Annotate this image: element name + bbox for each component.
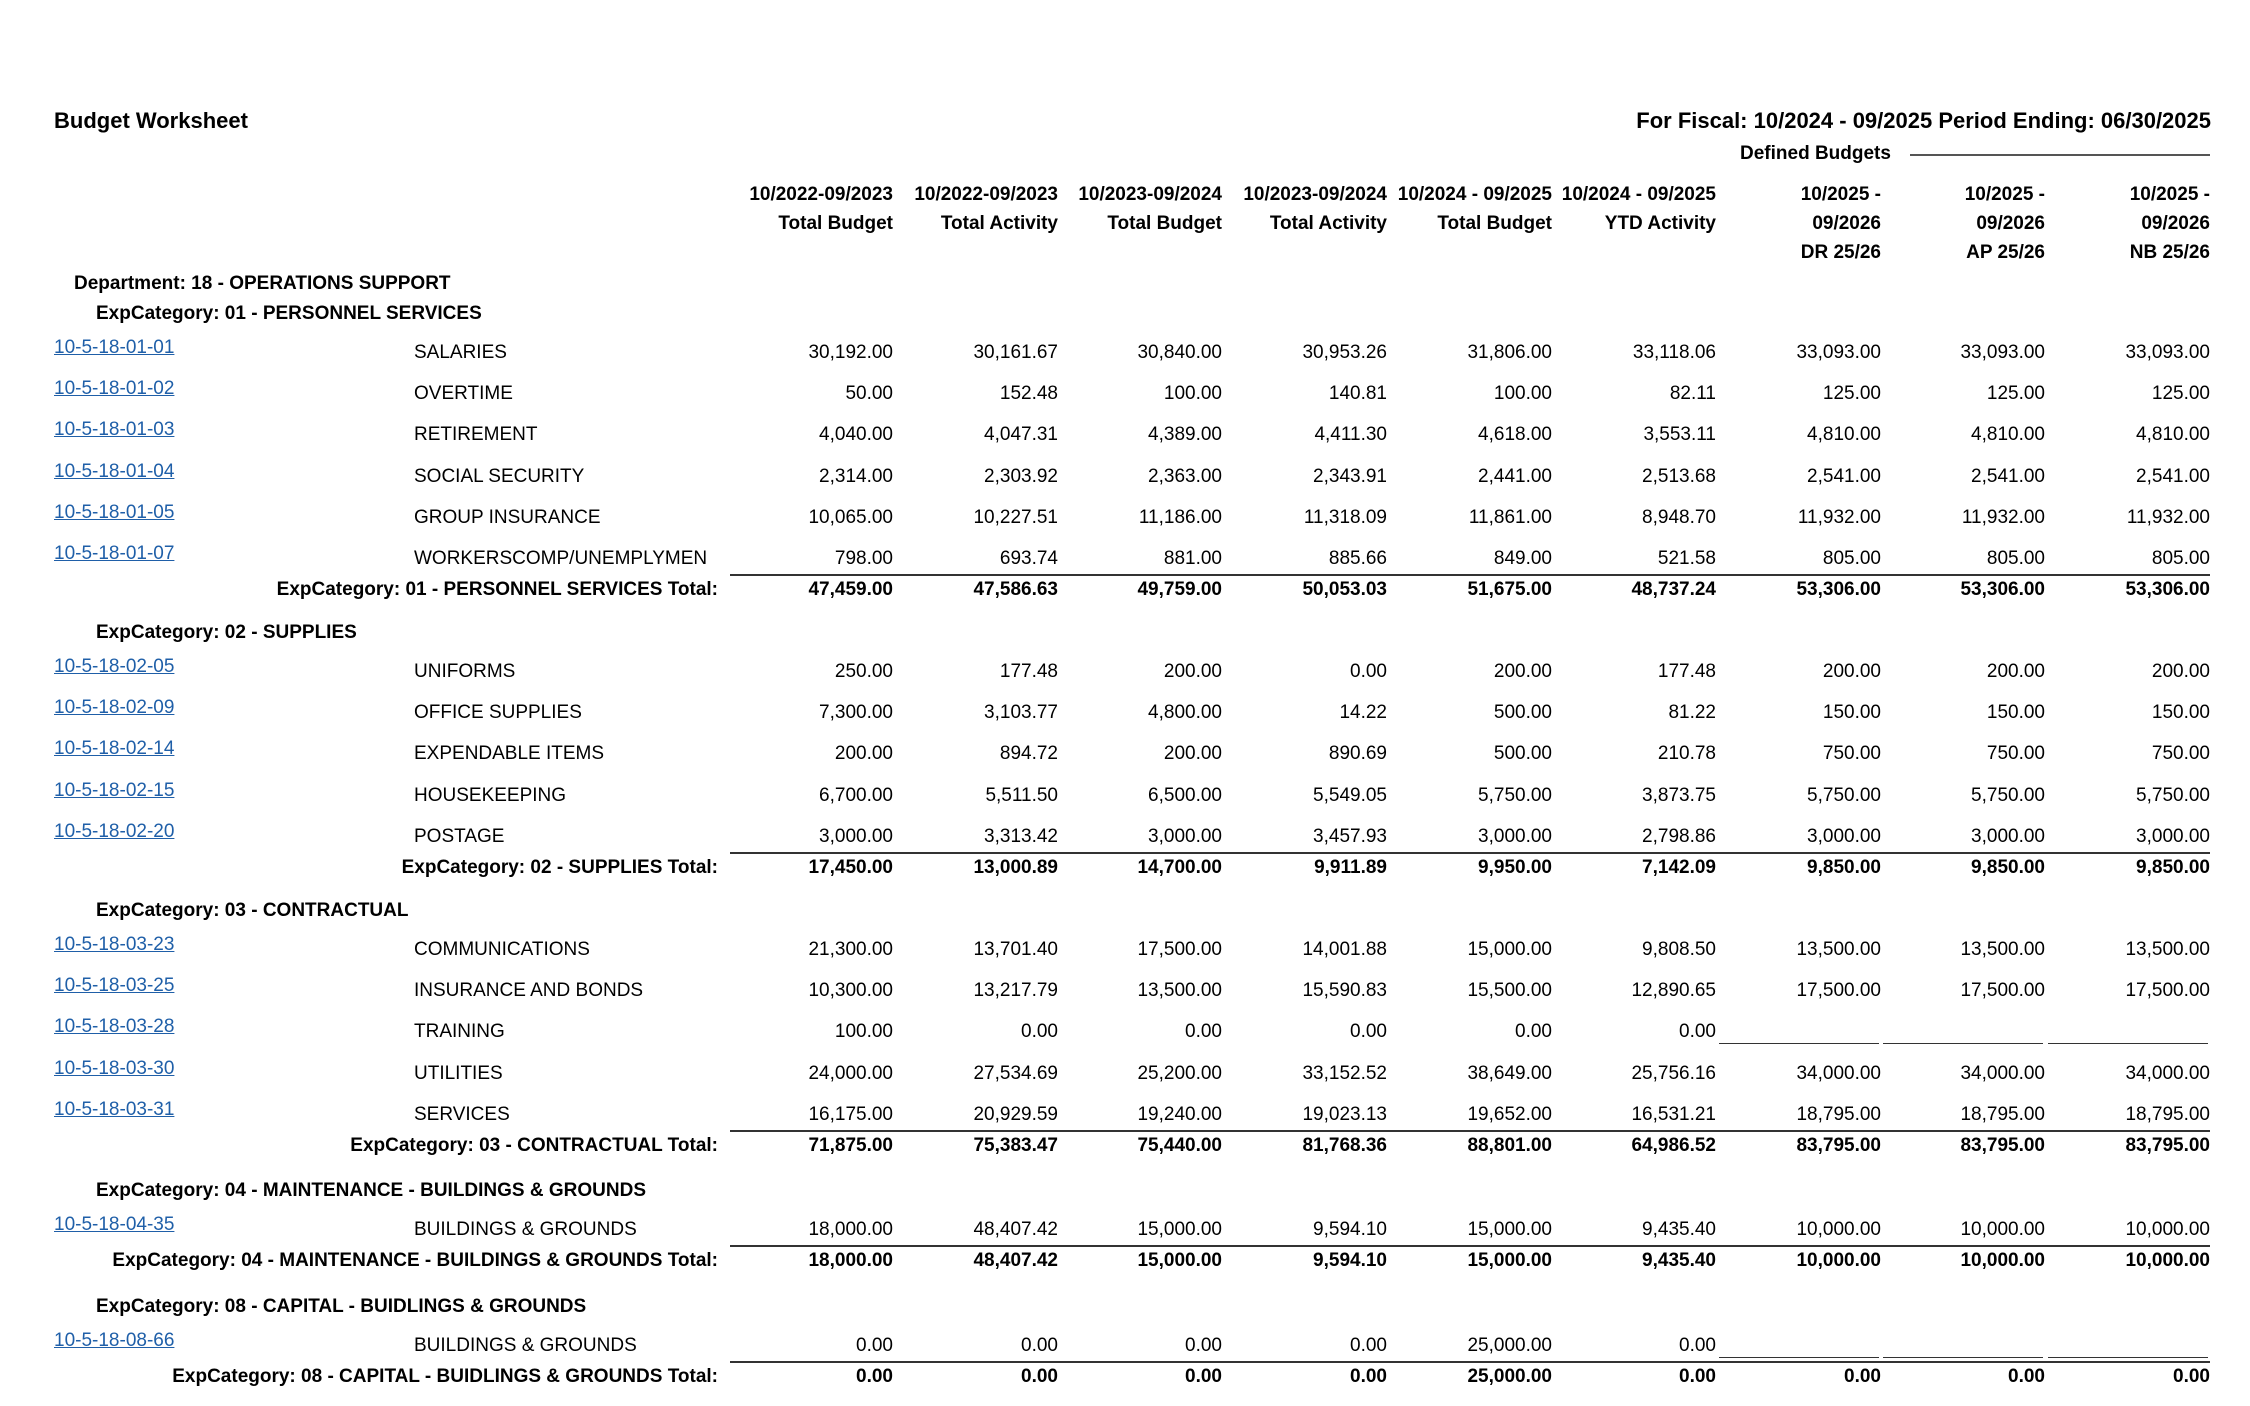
column-header-line: 09/2026	[2141, 213, 2210, 234]
amount-cell: 12,890.65	[1631, 980, 1716, 1002]
amount-cell: 11,318.09	[1303, 506, 1387, 528]
amount-cell: 4,618.00	[1478, 424, 1552, 446]
account-description: SALARIES	[414, 342, 507, 363]
account-description: RETIREMENT	[414, 424, 538, 446]
column-header	[1716, 180, 1881, 267]
column-header	[1551, 180, 1716, 238]
amount-cell: 3,000.00	[1971, 825, 2045, 847]
amount-cell: 5,750.00	[1807, 784, 1881, 806]
amount-cell: 805.00	[2151, 548, 2210, 569]
amount-cell: 15,500.00	[1467, 980, 1552, 1002]
amount-cell: 10,000.00	[1960, 1219, 2045, 1240]
amount-cell: 0.00	[1185, 1335, 1222, 1356]
fiscal-period: For Fiscal: 10/2024 - 09/2025 Period Ending: 06/30/2025	[1636, 108, 2211, 133]
column-header-line: 10/2022-09/2023	[914, 184, 1058, 205]
amount-cell: 33,118.06	[1632, 342, 1716, 363]
category-total-amount: 9,950.00	[1478, 856, 1552, 878]
column-header-line: Total Budget	[1437, 213, 1552, 234]
amount-cell: 0.00	[1350, 661, 1387, 682]
category-total-amount: 64,986.52	[1631, 1134, 1716, 1156]
amount-cell: 150.00	[2151, 702, 2210, 724]
amount-cell: 125.00	[2151, 383, 2210, 405]
total-rule	[730, 1130, 2210, 1132]
amount-cell: 2,314.00	[819, 465, 893, 487]
column-header-line: Total Budget	[1107, 213, 1222, 234]
amount-cell: 3,553.11	[1643, 424, 1716, 446]
amount-cell: 750.00	[2151, 743, 2210, 765]
amount-cell: 17,500.00	[2125, 980, 2210, 1002]
column-header-line: Total Budget	[778, 213, 893, 234]
amount-cell: 750.00	[1822, 743, 1881, 765]
department-heading: Department: 18 - OPERATIONS SUPPORT	[74, 273, 451, 294]
amount-cell: 16,531.21	[1631, 1103, 1716, 1125]
amount-cell: 250.00	[834, 661, 893, 682]
amount-cell: 13,500.00	[1796, 939, 1881, 960]
empty-cell-rule	[1719, 1043, 1879, 1044]
amount-cell: 10,000.00	[1796, 1219, 1881, 1240]
amount-cell: 81.22	[1668, 702, 1716, 724]
category-total-amount: 47,586.63	[973, 579, 1058, 600]
column-header-line: 10/2025 -	[1800, 184, 1881, 205]
account-link[interactable]: 10-5-18-01-02	[54, 378, 175, 400]
amount-cell: 25,756.16	[1631, 1062, 1716, 1084]
category-total-amount: 83,795.00	[2125, 1134, 2210, 1156]
column-header-line: 10/2025 -	[1964, 184, 2045, 205]
category-total-amount: 75,383.47	[973, 1134, 1058, 1156]
category-heading: ExpCategory: 08 - CAPITAL - BUIDLINGS & GROUNDS	[96, 1296, 587, 1317]
amount-cell: 0.00	[1515, 1021, 1552, 1043]
amount-cell: 13,500.00	[2125, 939, 2210, 960]
amount-cell: 4,810.00	[2136, 424, 2210, 446]
amount-cell: 50.00	[845, 383, 893, 405]
amount-cell: 11,932.00	[1797, 506, 1881, 528]
amount-cell: 2,798.86	[1642, 825, 1716, 847]
column-header-line: NB 25/26	[2129, 242, 2210, 263]
amount-cell: 5,549.05	[1313, 784, 1387, 806]
amount-cell: 200.00	[1163, 743, 1222, 765]
amount-cell: 4,810.00	[1971, 424, 2045, 446]
account-description: BUILDINGS & GROUNDS	[414, 1219, 637, 1240]
category-total-label: ExpCategory: 04 - MAINTENANCE - BUILDINGS & GROUNDS Total:	[112, 1250, 718, 1271]
amount-cell: 0.00	[1185, 1021, 1222, 1043]
amount-cell: 4,040.00	[819, 424, 893, 446]
amount-cell: 693.74	[999, 548, 1058, 569]
amount-cell: 4,389.00	[1148, 424, 1222, 446]
amount-cell: 885.66	[1328, 548, 1387, 569]
amount-cell: 2,513.68	[1642, 465, 1716, 487]
amount-cell: 33,093.00	[1796, 342, 1881, 363]
amount-cell: 177.48	[999, 661, 1058, 682]
amount-cell: 4,411.30	[1314, 424, 1387, 446]
column-header-line: DR 25/26	[1800, 242, 1881, 263]
column-header-line: 10/2022-09/2023	[749, 184, 893, 205]
amount-cell: 4,047.31	[984, 424, 1058, 446]
amount-cell: 100.00	[1493, 383, 1552, 405]
category-total-amount: 88,801.00	[1467, 1134, 1552, 1156]
column-header-line: 09/2026	[1812, 213, 1881, 234]
amount-cell: 11,932.00	[2126, 506, 2210, 528]
category-total-amount: 9,435.40	[1642, 1250, 1716, 1271]
amount-cell: 9,594.10	[1313, 1219, 1387, 1240]
amount-cell: 34,000.00	[1960, 1062, 2045, 1084]
amount-cell: 17,500.00	[1137, 939, 1222, 960]
amount-cell: 30,161.67	[973, 342, 1058, 363]
category-total-amount: 0.00	[1021, 1366, 1058, 1387]
amount-cell: 5,511.50	[985, 784, 1058, 806]
amount-cell: 7,300.00	[819, 702, 893, 724]
account-description: WORKERSCOMP/UNEMPLYMEN	[414, 548, 708, 569]
category-total-amount: 15,000.00	[1137, 1250, 1222, 1271]
account-description: SERVICES	[414, 1103, 510, 1125]
category-total-amount: 0.00	[1350, 1366, 1387, 1387]
amount-cell: 200.00	[1493, 661, 1552, 682]
amount-cell: 10,227.51	[973, 506, 1058, 528]
defined-budgets-rule	[1910, 154, 2210, 156]
column-header	[1057, 180, 1222, 238]
amount-cell: 30,953.26	[1302, 342, 1387, 363]
amount-cell: 200.00	[1822, 661, 1881, 682]
amount-cell: 805.00	[1986, 548, 2045, 569]
amount-cell: 894.72	[999, 743, 1058, 765]
amount-cell: 0.00	[1021, 1335, 1058, 1356]
category-total-amount: 83,795.00	[1796, 1134, 1881, 1156]
amount-cell: 750.00	[1986, 743, 2045, 765]
amount-cell: 3,000.00	[2136, 825, 2210, 847]
amount-cell: 30,192.00	[808, 342, 893, 363]
amount-cell: 3,457.93	[1313, 825, 1387, 847]
account-link[interactable]: 10-5-18-04-35	[54, 1214, 175, 1235]
amount-cell: 33,152.52	[1302, 1062, 1387, 1084]
category-total-amount: 53,306.00	[2125, 579, 2210, 600]
amount-cell: 18,795.00	[1796, 1103, 1881, 1125]
column-header-line: 10/2023-09/2024	[1078, 184, 1222, 205]
category-total-amount: 51,675.00	[1467, 579, 1552, 600]
amount-cell: 500.00	[1493, 702, 1552, 724]
category-total-amount: 15,000.00	[1467, 1250, 1552, 1271]
amount-cell: 150.00	[1822, 702, 1881, 724]
amount-cell: 805.00	[1822, 548, 1881, 569]
amount-cell: 15,000.00	[1467, 939, 1552, 960]
category-total-amount: 9,911.89	[1314, 856, 1387, 878]
amount-cell: 11,932.00	[1961, 506, 2045, 528]
amount-cell: 15,590.83	[1302, 980, 1387, 1002]
account-description: TRAINING	[414, 1021, 505, 1043]
amount-cell: 17,500.00	[1960, 980, 2045, 1002]
category-total-amount: 13,000.89	[973, 856, 1058, 878]
amount-cell: 0.00	[1350, 1335, 1387, 1356]
category-heading: ExpCategory: 02 - SUPPLIES	[96, 622, 357, 643]
account-link[interactable]: 10-5-18-02-05	[54, 656, 175, 677]
amount-cell: 3,000.00	[1478, 825, 1552, 847]
amount-cell: 8,948.70	[1642, 506, 1716, 528]
amount-cell: 15,000.00	[1137, 1219, 1222, 1240]
amount-cell: 0.00	[1679, 1021, 1716, 1043]
account-link[interactable]: 10-5-18-03-31	[54, 1098, 175, 1120]
account-description: COMMUNICATIONS	[414, 939, 590, 960]
amount-cell: 16,175.00	[808, 1103, 893, 1125]
amount-cell: 3,000.00	[1148, 825, 1222, 847]
category-total-amount: 53,306.00	[1960, 579, 2045, 600]
amount-cell: 18,795.00	[1960, 1103, 2045, 1125]
amount-cell: 125.00	[1986, 383, 2045, 405]
amount-cell: 17,500.00	[1796, 980, 1881, 1002]
empty-cell-rule	[2048, 1357, 2208, 1358]
amount-cell: 3,103.77	[984, 702, 1058, 724]
category-total-amount: 75,440.00	[1137, 1134, 1222, 1156]
amount-cell: 9,808.50	[1642, 939, 1716, 960]
amount-cell: 13,500.00	[1137, 980, 1222, 1002]
account-link[interactable]: 10-5-18-03-23	[54, 934, 175, 955]
column-header	[2045, 180, 2210, 267]
page-title: Budget Worksheet	[54, 108, 248, 133]
amount-cell: 82.11	[1669, 383, 1716, 405]
total-rule	[730, 852, 2210, 854]
category-total-amount: 49,759.00	[1137, 579, 1222, 600]
amount-cell: 10,000.00	[2125, 1219, 2210, 1240]
category-total-amount: 53,306.00	[1796, 579, 1881, 600]
amount-cell: 2,363.00	[1148, 465, 1222, 487]
amount-cell: 152.48	[999, 383, 1058, 405]
total-rule	[730, 1245, 2210, 1247]
category-total-amount: 10,000.00	[1796, 1250, 1881, 1271]
account-description: GROUP INSURANCE	[414, 506, 601, 528]
account-link[interactable]: 10-5-18-02-15	[54, 779, 175, 801]
amount-cell: 13,701.40	[973, 939, 1058, 960]
amount-cell: 18,795.00	[2125, 1103, 2210, 1125]
amount-cell: 200.00	[1163, 661, 1222, 682]
amount-cell: 177.48	[1657, 661, 1716, 682]
amount-cell: 20,929.59	[973, 1103, 1058, 1125]
amount-cell: 11,186.00	[1138, 506, 1222, 528]
category-total-amount: 14,700.00	[1137, 856, 1222, 878]
amount-cell: 13,217.79	[973, 980, 1058, 1002]
amount-cell: 10,065.00	[808, 506, 893, 528]
category-heading: ExpCategory: 03 - CONTRACTUAL	[96, 900, 409, 921]
account-link[interactable]: 10-5-18-01-03	[54, 419, 175, 441]
total-rule	[730, 1361, 2210, 1363]
amount-cell: 24,000.00	[808, 1062, 893, 1084]
amount-cell: 33,093.00	[2125, 342, 2210, 363]
column-header-line: 10/2024 - 09/2025	[1397, 184, 1552, 205]
amount-cell: 0.00	[1350, 1021, 1387, 1043]
column-header	[893, 180, 1058, 238]
account-link[interactable]: 10-5-18-03-28	[54, 1016, 175, 1038]
category-total-amount: 71,875.00	[808, 1134, 893, 1156]
amount-cell: 5,750.00	[2136, 784, 2210, 806]
amount-cell: 2,541.00	[1971, 465, 2045, 487]
amount-cell: 521.58	[1657, 548, 1716, 569]
category-total-label: ExpCategory: 01 - PERSONNEL SERVICES Total:	[276, 579, 718, 600]
account-link[interactable]: 10-5-18-02-09	[54, 697, 175, 719]
category-total-label: ExpCategory: 03 - CONTRACTUAL Total:	[350, 1134, 718, 1156]
account-link[interactable]: 10-5-18-01-04	[54, 460, 175, 482]
category-total-amount: 7,142.09	[1642, 856, 1716, 878]
category-total-amount: 50,053.03	[1302, 579, 1387, 600]
amount-cell: 10,300.00	[808, 980, 893, 1002]
category-total-amount: 0.00	[1679, 1366, 1716, 1387]
account-description: HOUSEKEEPING	[414, 784, 567, 806]
column-header-line: 10/2023-09/2024	[1243, 184, 1387, 205]
account-link[interactable]: 10-5-18-02-14	[54, 738, 175, 760]
column-header	[728, 180, 893, 238]
category-total-amount: 0.00	[2173, 1366, 2210, 1387]
empty-cell-rule	[1883, 1357, 2043, 1358]
amount-cell: 5,750.00	[1478, 784, 1552, 806]
amount-cell: 3,313.42	[984, 825, 1058, 847]
amount-cell: 200.00	[2151, 661, 2210, 682]
amount-cell: 200.00	[834, 743, 893, 765]
amount-cell: 5,750.00	[1971, 784, 2045, 806]
amount-cell: 881.00	[1163, 548, 1222, 569]
amount-cell: 31,806.00	[1467, 342, 1552, 363]
category-total-amount: 81,768.36	[1302, 1134, 1387, 1156]
category-total-amount: 9,594.10	[1313, 1250, 1387, 1271]
amount-cell: 33,093.00	[1960, 342, 2045, 363]
empty-cell-rule	[1719, 1357, 1879, 1358]
amount-cell: 18,000.00	[808, 1219, 893, 1240]
amount-cell: 30,840.00	[1137, 342, 1222, 363]
amount-cell: 25,000.00	[1467, 1335, 1552, 1356]
category-total-amount: 10,000.00	[2125, 1250, 2210, 1271]
category-total-label: ExpCategory: 08 - CAPITAL - BUIDLINGS & GROUNDS Total:	[172, 1366, 718, 1387]
amount-cell: 34,000.00	[2125, 1062, 2210, 1084]
category-total-label: ExpCategory: 02 - SUPPLIES Total:	[401, 856, 718, 878]
account-link[interactable]: 10-5-18-02-20	[54, 820, 175, 842]
amount-cell: 125.00	[1822, 383, 1881, 405]
amount-cell: 48,407.42	[973, 1219, 1058, 1240]
amount-cell: 210.78	[1657, 743, 1716, 765]
amount-cell: 2,441.00	[1478, 465, 1552, 487]
amount-cell: 849.00	[1493, 548, 1552, 569]
category-total-amount: 10,000.00	[1960, 1250, 2045, 1271]
amount-cell: 200.00	[1986, 661, 2045, 682]
amount-cell: 6,700.00	[819, 784, 893, 806]
account-description: OFFICE SUPPLIES	[414, 702, 582, 724]
account-link[interactable]: 10-5-18-01-01	[54, 337, 175, 358]
column-header-line: AP 25/26	[1966, 242, 2045, 263]
amount-cell: 19,652.00	[1467, 1103, 1552, 1125]
amount-cell: 0.00	[1021, 1021, 1058, 1043]
account-description: BUILDINGS & GROUNDS	[414, 1335, 637, 1356]
amount-cell: 19,240.00	[1137, 1103, 1222, 1125]
column-header	[1880, 180, 2045, 267]
amount-cell: 13,500.00	[1960, 939, 2045, 960]
amount-cell: 27,534.69	[973, 1062, 1058, 1084]
column-header-line: YTD Activity	[1604, 213, 1716, 234]
column-header-line: Total Activity	[1269, 213, 1387, 234]
category-total-amount: 18,000.00	[808, 1250, 893, 1271]
account-description: SOCIAL SECURITY	[414, 465, 585, 487]
amount-cell: 4,800.00	[1148, 702, 1222, 724]
account-link[interactable]: 10-5-18-08-66	[54, 1330, 175, 1351]
amount-cell: 11,861.00	[1468, 506, 1552, 528]
column-header-line: 09/2026	[1976, 213, 2045, 234]
amount-cell: 21,300.00	[808, 939, 893, 960]
amount-cell: 14,001.88	[1302, 939, 1387, 960]
category-total-amount: 17,450.00	[808, 856, 893, 878]
category-total-amount: 9,850.00	[1971, 856, 2045, 878]
amount-cell: 15,000.00	[1467, 1219, 1552, 1240]
account-link[interactable]: 10-5-18-01-07	[54, 543, 175, 564]
amount-cell: 798.00	[834, 548, 893, 569]
category-total-amount: 0.00	[2008, 1366, 2045, 1387]
amount-cell: 140.81	[1328, 383, 1387, 405]
amount-cell: 2,343.91	[1313, 465, 1387, 487]
account-link[interactable]: 10-5-18-03-25	[54, 975, 175, 997]
amount-cell: 3,000.00	[819, 825, 893, 847]
empty-cell-rule	[1883, 1043, 2043, 1044]
category-total-amount: 48,407.42	[973, 1250, 1058, 1271]
amount-cell: 25,200.00	[1137, 1062, 1222, 1084]
amount-cell: 150.00	[1986, 702, 2045, 724]
amount-cell: 19,023.13	[1302, 1103, 1387, 1125]
column-header	[1222, 180, 1387, 238]
amount-cell: 2,541.00	[1807, 465, 1881, 487]
category-total-amount: 0.00	[856, 1366, 893, 1387]
amount-cell: 0.00	[1679, 1335, 1716, 1356]
category-total-amount: 48,737.24	[1631, 579, 1716, 600]
amount-cell: 38,649.00	[1467, 1062, 1552, 1084]
account-description: EXPENDABLE ITEMS	[414, 743, 605, 765]
amount-cell: 34,000.00	[1796, 1062, 1881, 1084]
category-total-amount: 0.00	[1185, 1366, 1222, 1387]
amount-cell: 9,435.40	[1642, 1219, 1716, 1240]
total-rule	[730, 574, 2210, 576]
empty-cell-rule	[2048, 1043, 2208, 1044]
account-description: UTILITIES	[414, 1062, 503, 1084]
category-total-amount: 9,850.00	[1807, 856, 1881, 878]
amount-cell: 100.00	[834, 1021, 893, 1043]
amount-cell: 6,500.00	[1148, 784, 1222, 806]
category-total-amount: 25,000.00	[1467, 1366, 1552, 1387]
category-total-amount: 47,459.00	[808, 579, 893, 600]
amount-cell: 3,000.00	[1807, 825, 1881, 847]
category-heading: ExpCategory: 01 - PERSONNEL SERVICES	[96, 303, 482, 324]
amount-cell: 2,303.92	[984, 465, 1058, 487]
category-total-amount: 0.00	[1844, 1366, 1881, 1387]
amount-cell: 500.00	[1493, 743, 1552, 765]
account-description: INSURANCE AND BONDS	[414, 980, 644, 1002]
amount-cell: 3,873.75	[1642, 784, 1716, 806]
account-link[interactable]: 10-5-18-01-05	[54, 501, 175, 523]
account-description: POSTAGE	[414, 825, 505, 847]
column-header-line: 10/2024 - 09/2025	[1561, 184, 1716, 205]
account-description: UNIFORMS	[414, 661, 516, 682]
account-link[interactable]: 10-5-18-03-30	[54, 1057, 175, 1079]
category-total-amount: 9,850.00	[2136, 856, 2210, 878]
amount-cell: 2,541.00	[2136, 465, 2210, 487]
account-description: OVERTIME	[414, 383, 513, 405]
amount-cell: 14.22	[1339, 702, 1387, 724]
defined-budgets-label: Defined Budgets	[1740, 143, 1891, 164]
category-total-amount: 83,795.00	[1960, 1134, 2045, 1156]
amount-cell: 890.69	[1328, 743, 1387, 765]
column-header-line: 10/2025 -	[2129, 184, 2210, 205]
amount-cell: 4,810.00	[1807, 424, 1881, 446]
column-header	[1387, 180, 1552, 238]
amount-cell: 0.00	[856, 1335, 893, 1356]
column-header-line: Total Activity	[940, 213, 1058, 234]
category-heading: ExpCategory: 04 - MAINTENANCE - BUILDINGS & GROUNDS	[96, 1180, 646, 1201]
amount-cell: 100.00	[1163, 383, 1222, 405]
